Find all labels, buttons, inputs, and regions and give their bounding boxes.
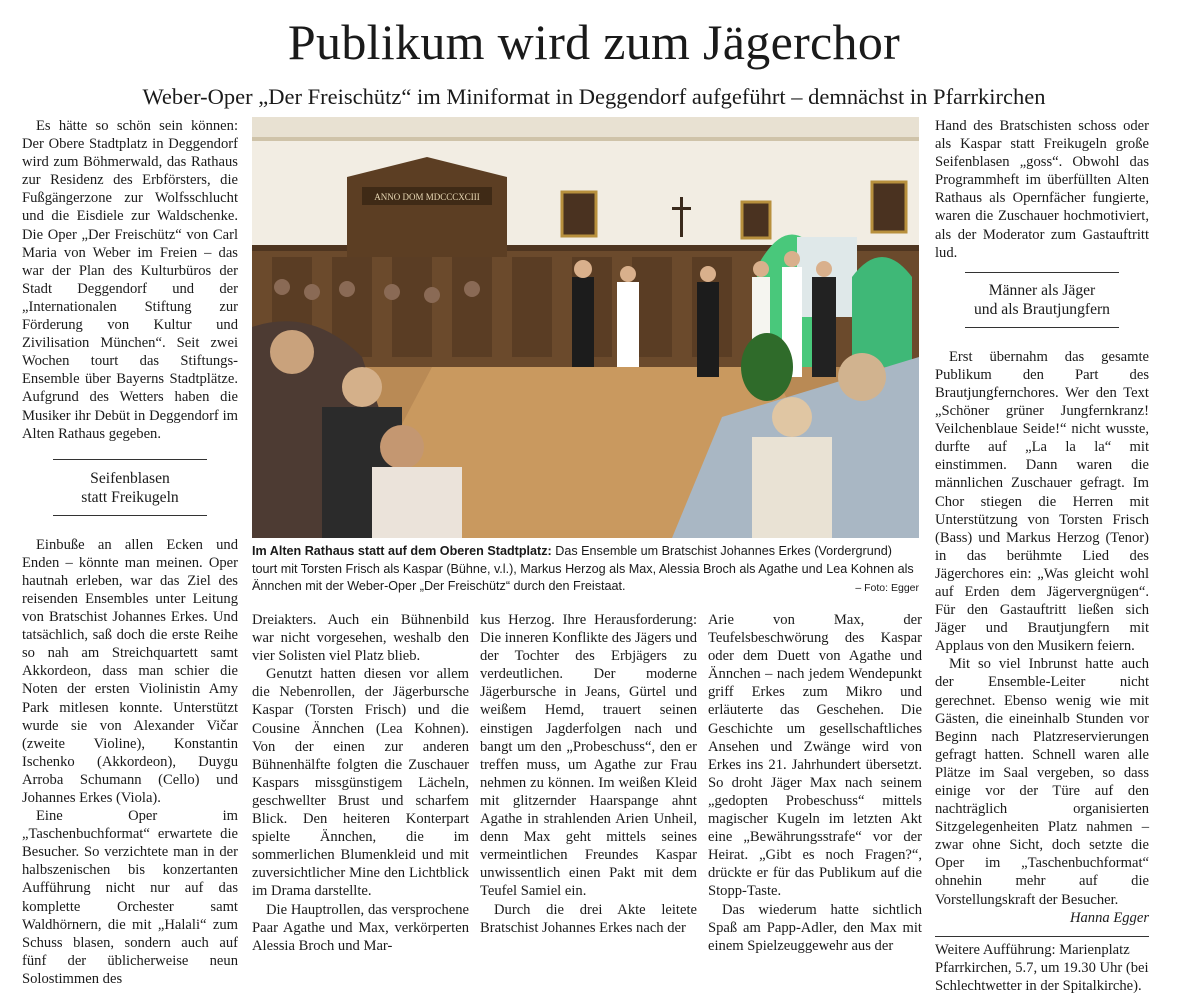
section-heading: statt Freikugeln: [81, 488, 179, 506]
caption-text: Das Ensemble um Bratschist Johannes Erkes (Vordergrund) tourt mit Torsten Frisch als Kaspar (Bühne, v.l.), Markus Herzog als Max, Alessia Broch als Agathe und Lea Kohnen als Ännchen mit der Weber-Oper „Der Freischütz“ durch den Freistaat.: [252, 544, 914, 593]
headline: Publikum wird zum Jägerchor: [287, 14, 901, 70]
paragraph: Dreiakters. Auch ein Bühnenbild war nicht vorgesehen, weshalb den vier Solisten viel Platz blieb.: [252, 612, 469, 665]
section-heading: und als Brautjungfern: [974, 300, 1110, 318]
paragraph: Die Hauptrollen, das versprochene Paar Agathe und Max, verkörperten Alessia Broch und Mar-: [252, 901, 469, 954]
section-heading: Seifenblasen: [90, 469, 170, 487]
event-note: Weitere Aufführung: Marienplatz Pfarrkirchen, 5.7, um 19.30 Uhr (bei Schlechtwetter in der Spitalkirche).: [935, 941, 1149, 994]
paragraph: Einbuße an allen Ecken und Enden – könnte man meinen. Oper hautnah erleben, war das Ziel des reisenden Ensembles unter Leitung von Bratschist Johannes Erkes. Und tatsächlich, saß doch die erste Reihe so nah am Streichquartett samt Akkordeon, dass man schier die Noten der ersten Violinistin Amy Park mitlesen konnte. Unterstützt wurde sie von Alexander Vičar (zweite Violine), Konstantin Ischenko (Akkordeon), Duygu Arroba Schumann (Cello) und Johannes Erkes (Viola).: [22, 536, 238, 806]
article-column-5: [935, 117, 1149, 995]
paragraph: Es hätte so schön sein können: Der Obere Stadtplatz in Deggendorf wird zum Böhmerwald, das Rathaus zur Residenz des Erbförsters, die Fußgängerzone zur Wolfsschlucht und die Eisdiele zur Waldschenke. Die Oper „Der Freischütz“ von Carl Maria von Weber im Freien – das war der Plan des Kulturbüros der Stadt Deggendorf und der „Internationalen Stiftung zur Förderung von Kultur und Zivilisation München“. Seit zwei Wochen tourt das Stiftungs-Ensemble über Bayerns Stadtplätze. Aufgrund des Wetters haben die Musiker ihr Debüt in Deggendorf im Alten Rathaus gegeben.: [22, 118, 238, 442]
paragraph: Arie von Max, der Teufelsbeschwörung des Kaspar oder dem Duett von Agathe und Ännchen – nach jedem Wendepunkt griff Erkes zum Mikro und erläuterte das Geschehen. Die Geschichte um gesellschaftliches Ansehen und Zwänge wird von Erkes ins 21. Jahrhundert übersetzt. So droht Jäger Max nach seinem „gedopten Probeschuss“ mittels magischer Kugeln im letzten Akt eine „Bewährungsstrafe“ vor der Heirat. „Gibt es noch Fragen?“, drückte er für das Publikum auf die Stopp-Taste.: [708, 612, 922, 900]
wall-inscription: ANNO DOM MDCCCXCIII: [374, 192, 480, 202]
article-column-3: [480, 611, 697, 937]
paragraph: Durch die drei Akte leitete Bratschist Johannes Erkes nach der: [480, 901, 697, 936]
caption-lead: Im Alten Rathaus statt auf dem Oberen Stadtplatz:: [252, 544, 552, 558]
paragraph: kus Herzog. Ihre Herausforderung: Die inneren Konflikte des Jägers und der Tochter des Erbjägers zu verdeutlichen. Der moderne Jägerbursche in Jeans, Gürtel und weißem Hemd, trauert seinen einstigen Jagderfolgen nach und bangt um den „Probeschuss“, den er treffen muss, um Agathe zur Frau nehmen zu können. Im weißen Kleid mit glitzernder Haarspange ahnt Agathe in strahlenden Arien Unheil, denn Max geht mittels seines vermeintlichen Freundes Kaspar unwissentlich einen Pakt mit dem Teufel Samiel ein.: [480, 612, 697, 900]
paragraph: Erst übernahm das gesamte Publikum den Part des Brautjungfernchores. Wer den Text „Schöner grüner Jungfernkranz! Veilchenblaue Seide!“ nicht wusste, durfte auf „La la la“ mit einstimmen. Dann waren die männlichen Zuschauer gefragt. Im Chor stiegen die Herren mit Unterstützung von Torsten Frisch (Bass) und Markus Herzog (Tenor) in das berühmte Lied des Jägerchores ein: „Was gleicht wohl auf Erden dem Jägervergnügen“. Für den Gastauftritt ließen sich Jäger und Brautjungfern mit Applaus von den Musikern feiern.: [935, 348, 1149, 655]
photo-credit: – Foto: Egger: [855, 582, 919, 594]
paragraph: [935, 655, 1149, 926]
section-heading: Männer als Jäger: [988, 281, 1096, 299]
photo-caption: [252, 543, 919, 598]
article-column-2: [252, 611, 469, 955]
article-column-4: [708, 611, 922, 955]
paragraph: Eine Oper im „Taschenbuchformat“ erwartete die Besucher. So verzichtete man in der halbszenischen bis konzertanten Aufführung nicht nur auf das komplette Orchester samt Waldhörnern, die mit „Halali“ zum Schuss blasen, sondern auch auf fünf der üblicherweise neun Solostimmen des: [22, 808, 238, 987]
paragraph-text: Mit so viel Inbrunst hatte auch der Ensemble-Leiter nicht gerechnet. Ebenso wenig wie mit Gästen, die eineinhalb Stunden vor Beginn nach Platzreservierungen gefragt hatten. Schnell waren alle Plätze im Saal vergeben, so dass einige vor der Türe auf den nachträglich organisierten Sitzgelegenheiten Platz nahmen – zwar ohne Sicht, doch setzte die Oper im „Taschenbuchformat“ ohnehin mehr auf die Vorstellungskraft der Besucher.: [935, 656, 1149, 908]
author-signature: Hanna Egger: [1069, 909, 1149, 926]
paragraph: Hand des Bratschisten schoss oder als Kaspar statt Freikugeln große Seifenblasen „goss“. Obwohl das Programmheft im überfüllten Alten Rathaus als Opernfächer fungierte, waren die Zuschauer hochmotiviert, als der Moderator zum Gastauftritt lud.: [935, 118, 1149, 261]
subheadline: Weber-Oper „Der Freischütz“ im Miniformat in Deggendorf aufgeführt – demnächst in Pfarrkirchen: [142, 84, 1046, 109]
paragraph: Genutzt hatten diesen vor allem die Nebenrollen, der Jägerbursche Kaspar (Torsten Frisch) und die Cousine Ännchen (Lea Kohnen). Von der einen zur anderen Bühnenhälfte folgten die Zuschauer Kaspars missgünstigem Lächeln, geschwellter Brust und scharfem Blick. Den heiteren Konterpart spielte Ännchen, die im sommerlichen Blumenkleid und mit zuversichtlicher Mine den Lichtblick im Drama darstellte.: [252, 666, 469, 900]
article-column-1: [22, 117, 238, 988]
divider: [935, 936, 1149, 937]
photo-concert-hall: [252, 117, 919, 538]
paragraph: Das wiederum hatte sichtlich Spaß am Papp-Adler, den Max mit einem Spielzeuggewehr aus der: [708, 901, 922, 954]
